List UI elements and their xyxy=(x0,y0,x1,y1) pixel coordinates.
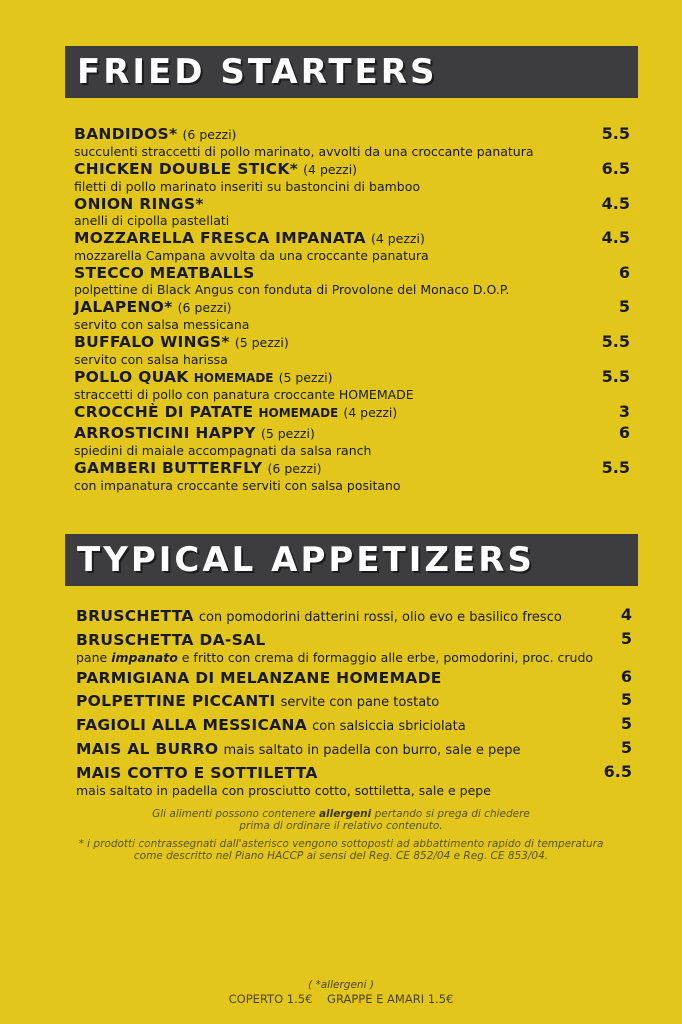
allergeni-label: ( *allergeni ) xyxy=(308,979,374,991)
item-price: 4.5 xyxy=(601,194,630,213)
item-desc: pane impanato e fritto con crema di formaggio alle erbe, pomodorini, proc. crudo xyxy=(76,650,594,665)
section-title: TYPICAL APPETIZERS xyxy=(77,540,535,580)
item-price: 5 xyxy=(620,714,632,733)
section-title: FRIED STARTERS xyxy=(77,52,438,92)
item-desc: con impanatura croccante serviti con salsa positano xyxy=(74,478,401,493)
item-desc: polpettine di Black Angus con fonduta di Provolone del Monaco D.O.P. xyxy=(74,282,510,297)
menu-item xyxy=(74,424,630,458)
coperto-label: COPERTO 1.5€ xyxy=(228,992,313,1006)
item-qty: (5 pezzi) xyxy=(278,370,333,385)
menu-item xyxy=(74,125,630,159)
item-name: GAMBERI BUTTERFLY xyxy=(74,459,263,477)
item-name: CHICKEN DOUBLE STICK* xyxy=(74,160,299,178)
item-name: MAIS AL BURRO xyxy=(76,740,219,758)
item-name: BRUSCHETTA DA-SAL xyxy=(76,631,266,649)
item-price: 6 xyxy=(618,423,630,442)
allergen-notes xyxy=(40,808,642,868)
menu-item xyxy=(76,715,632,736)
menu-item xyxy=(74,298,630,332)
item-price: 6.5 xyxy=(601,159,630,178)
item-price: 5 xyxy=(620,738,632,757)
item-price: 6.5 xyxy=(603,762,632,781)
asterisk-note: * i prodotti contrassegnati dall'asterisco vengono sottoposti ad abbattimento rapido di temperatura come descritto nel Piano HACCP ai sensi del Reg. CE 852/04 e Reg. CE 853/04. xyxy=(78,838,604,862)
menu-item xyxy=(76,691,632,712)
item-name: BUFFALO WINGS* xyxy=(74,333,230,351)
menu-item xyxy=(74,264,630,297)
item-name: PARMIGIANA DI MELANZANE HOMEMADE xyxy=(76,669,442,687)
footer xyxy=(0,978,682,1006)
homemade-tag: HOMEMADE xyxy=(193,371,274,385)
item-desc: spiedini di maiale accompagnati da salsa ranch xyxy=(74,443,372,458)
item-name: ONION RINGS* xyxy=(74,195,204,213)
item-qty: (6 pezzi) xyxy=(177,300,232,315)
section-banner-typical-appetizers xyxy=(65,534,638,586)
item-desc: servito con salsa messicana xyxy=(74,317,250,332)
item-name: MAIS COTTO E SOTTILETTA xyxy=(76,764,318,782)
item-desc: con salsiccia sbriciolata xyxy=(312,719,466,734)
item-price: 5.5 xyxy=(601,458,630,477)
fried-starters-list xyxy=(74,125,630,494)
item-name: MOZZARELLA FRESCA IMPANATA xyxy=(74,229,366,247)
item-name: ARROSTICINI HAPPY xyxy=(74,424,256,442)
item-name: POLPETTINE PICCANTI xyxy=(76,692,276,710)
item-desc: mais saltato in padella con prosciutto cotto, sottiletta, sale e pepe xyxy=(76,783,491,798)
menu-item xyxy=(74,368,630,402)
menu-item xyxy=(74,333,630,367)
item-price: 5.5 xyxy=(601,332,630,351)
item-name: BANDIDOS* xyxy=(74,125,178,143)
menu-item xyxy=(74,459,630,493)
item-name: BRUSCHETTA xyxy=(76,607,194,625)
menu-item xyxy=(76,763,632,798)
item-name: JALAPENO* xyxy=(74,298,173,316)
item-qty: (4 pezzi) xyxy=(370,231,425,246)
item-desc: filetti di pollo marinato inseriti su bastoncini di bamboo xyxy=(74,179,421,194)
item-price: 5.5 xyxy=(601,367,630,386)
item-name: STECCO MEATBALLS xyxy=(74,264,255,282)
item-name: POLLO QUAK xyxy=(74,368,189,386)
item-desc: anelli di cipolla pastellati xyxy=(74,213,230,228)
item-qty: (4 pezzi) xyxy=(303,162,358,177)
allergen-note: Gli alimenti possono contenere allergeni pertando si prega di chiedere prima di ordinare il relativo contenuto. xyxy=(152,808,530,832)
grappe-label: GRAPPE E AMARI 1.5€ xyxy=(327,992,454,1006)
typical-appetizers-list xyxy=(76,606,632,801)
emphasis-text: impanato xyxy=(111,650,178,665)
menu-item xyxy=(74,195,630,228)
item-desc: succulenti straccetti di pollo marinato, avvolti da una croccante panatura xyxy=(74,144,534,159)
item-qty: (6 pezzi) xyxy=(267,461,322,476)
item-price: 4.5 xyxy=(601,228,630,247)
menu-item xyxy=(76,606,632,627)
item-desc: straccetti di pollo con panatura croccante HOMEMADE xyxy=(74,387,414,402)
menu-item xyxy=(74,229,630,263)
item-price: 6 xyxy=(618,263,630,282)
section-banner-fried-starters xyxy=(65,46,638,98)
item-name: FAGIOLI ALLA MESSICANA xyxy=(76,716,308,734)
menu-item xyxy=(74,403,630,422)
menu-item xyxy=(76,739,632,760)
item-price: 4 xyxy=(620,605,632,624)
item-desc: mais saltato in padella con burro, sale e pepe xyxy=(223,743,521,758)
extra-charges xyxy=(0,992,682,1006)
item-price: 3 xyxy=(618,402,630,421)
item-desc: mozzarella Campana avvolta da una croccante panatura xyxy=(74,248,429,263)
item-qty: (4 pezzi) xyxy=(343,405,398,420)
item-qty: (5 pezzi) xyxy=(260,426,315,441)
homemade-tag: HOMEMADE xyxy=(258,406,339,420)
item-qty: (5 pezzi) xyxy=(234,335,289,350)
item-desc: servito con salsa harissa xyxy=(74,352,228,367)
item-desc: con pomodorini datterini rossi, olio evo e basilico fresco xyxy=(198,610,562,625)
item-price: 5 xyxy=(618,297,630,316)
menu-item xyxy=(76,668,632,688)
item-desc: servite con pane tostato xyxy=(280,695,440,710)
menu-item xyxy=(74,160,630,194)
item-price: 5 xyxy=(620,629,632,648)
item-name: CROCCHÈ DI PATATE xyxy=(74,403,254,421)
item-qty: (6 pezzi) xyxy=(182,127,237,142)
menu-item xyxy=(76,630,632,665)
item-price: 5.5 xyxy=(601,124,630,143)
item-price: 6 xyxy=(620,667,632,686)
item-price: 5 xyxy=(620,690,632,709)
